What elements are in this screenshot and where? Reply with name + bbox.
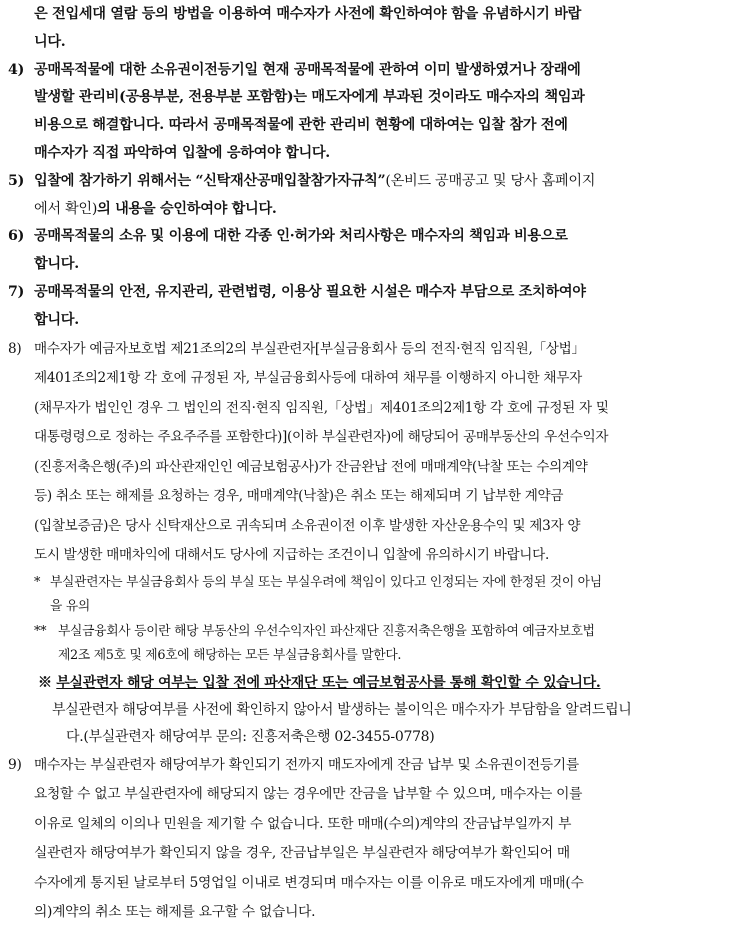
text-line: 부실관련자 해당여부를 사전에 확인하지 않아서 발생하는 불이익은 매수자가 부담함을 알려드립니 [52,701,632,718]
text-line: (채무자가 법인인 경우 그 법인의 전직·현직 임직원,「상법」제401조의2제1항 각 호에 규정된 자 및 [34,399,609,416]
list-item-9 [8,751,716,928]
footnote-2 [8,620,716,669]
text-line: 부실관련자는 부실금융회사 등의 부실 또는 부실우려에 책임이 있다고 인정되는 자에 한정된 것이 아님 [50,574,602,590]
item-number: 8) [8,340,22,357]
list-item-7 [8,279,716,335]
item-number: 4) [8,61,24,78]
text-line: 은 전입세대 열람 등의 방법을 이용하여 매수자가 사전에 확인하여야 함을 유념하시기 바랍 [34,6,582,22]
text-line [34,196,716,224]
text-line: 수자에게 통지된 날로부터 5영업일 이내로 변경되며 매수자는 이를 이유로 매도자에게 매매(수 [34,874,584,891]
text-line: 이유로 일체의 이의나 민원을 제기할 수 없습니다. 또한 매매(수의)계약의 잔금납부일까지 부 [34,815,572,832]
text-line: (진흥저축은행(주)의 파산관재인인 예금보험공사)가 잔금완납 전에 매매계약(낙찰 또는 수의계약 [34,458,588,475]
text-segment: 입찰에 참가하기 위해서는 [34,172,196,189]
list-item-8 [8,335,716,571]
text-line: 매수자가 예금자보호법 제21조의2의 부실관련자[부실금융회사 등의 전직·현직 임직원,「상법」 [34,340,585,357]
text-segment: (온비드 공매공고 및 당사 홈페이지 [385,172,596,189]
document-page [0,1,730,921]
warning-line [8,669,716,697]
footnote-1 [8,571,716,620]
text-line: 다.(부실관련자 해당여부 문의: 진흥저축은행 02-3455-0778) [66,728,435,745]
list-item-4 [8,57,716,168]
text-line: 도시 발생한 매매차익에 대해서도 당사에 지급하는 조건이니 입찰에 유의하시기 바랍니다. [34,547,549,564]
item-number: 9) [8,756,22,773]
item-number: 5) [8,172,24,189]
item-number: 7) [8,283,24,300]
text-line: 의)계약의 취소 또는 해제를 요구할 수 없습니다. [34,904,316,921]
warning-text: 부실관련자 해당 여부는 입찰 전에 파산재단 또는 예금보험공사를 통해 확인할 수 있습니다. [56,674,601,691]
text-line: 제2조 제5호 및 제6호에 해당하는 모든 부실금융회사를 말한다. [58,648,402,664]
text-line: 공매목적물에 대한 소유권이전등기일 현재 공매목적물에 관하여 이미 발생하였거나 장래에 [34,61,581,78]
text-line: 비용으로 해결합니다. 따라서 공매목적물에 관한 관리비 현황에 대하여는 입찰 참가 전에 [34,117,568,134]
text-line: (입찰보증금)은 당사 신탁재산으로 귀속되며 소유권이전 이후 발생한 자산운용수익 및 제3자 양 [34,517,581,534]
text-line: 을 유의 [50,599,90,615]
list-item-6 [8,223,716,279]
text-line: 대통령령으로 정하는 주요주주를 포함한다)](이하 부실관련자)에 해당되어 공매부동산의 우선수익자 [34,429,609,446]
text-line: 제401조의2제1항 각 호에 규정된 자, 부실금융회사등에 대하여 채무를 이행하지 아니한 채무자 [34,370,582,387]
text-line: 부실금융회사 등이란 해당 부동산의 우선수익자인 파산재단 진흥저축은행을 포함하여 예금자보호법 [58,623,595,639]
text-line: 실관련자 해당여부가 확인되지 않을 경우, 잔금납부일은 부실관련자 해당여부가 확인되어 매 [34,845,570,862]
text-line: 합니다. [34,256,79,273]
item-number: 6) [8,228,24,245]
list-item-5 [8,168,716,224]
warning-detail [8,697,716,751]
text-line: 니다. [34,33,66,50]
text-line: 공매목적물의 안전, 유지관리, 관련법령, 이용상 필요한 시설은 매수자 부담으로 조치하여야 [34,283,586,300]
text-line: 발생할 관리비(공용부분, 전용부분 포함함)는 매도자에게 부과된 것이라도 매수자의 책임과 [34,89,585,106]
footnote-mark: * [34,574,41,590]
text-line: 합니다. [34,311,79,328]
rules-title: “신탁재산공매입찰참가자규칙” [195,172,386,189]
text-line: 매수자가 직접 파악하여 입찰에 응하여야 합니다. [34,144,330,161]
footnote-mark: ** [34,623,47,639]
text-line: 공매목적물의 소유 및 이용에 대한 각종 인·허가와 처리사항은 매수자의 책임과 비용으로 [34,228,568,245]
item-3-continuation [8,1,716,57]
text-line: 매수자는 부실관련자 해당여부가 확인되기 전까지 매도자에게 잔금 납부 및 소유권이전등기를 [34,756,579,773]
text-line: 요청할 수 없고 부실관련자에 해당되지 않는 경우에만 잔금을 납부할 수 있으며, 매수자는 이를 [34,786,583,803]
text-segment: 의 내용을 승인하여야 합니다. [97,200,277,217]
text-line [34,168,716,196]
reference-mark: ※ [38,674,52,691]
text-line: 등) 취소 또는 해제를 요청하는 경우, 매매계약(낙찰)은 취소 또는 해제되며 기 납부한 계약금 [34,488,564,505]
text-segment: 에서 확인) [34,200,98,217]
